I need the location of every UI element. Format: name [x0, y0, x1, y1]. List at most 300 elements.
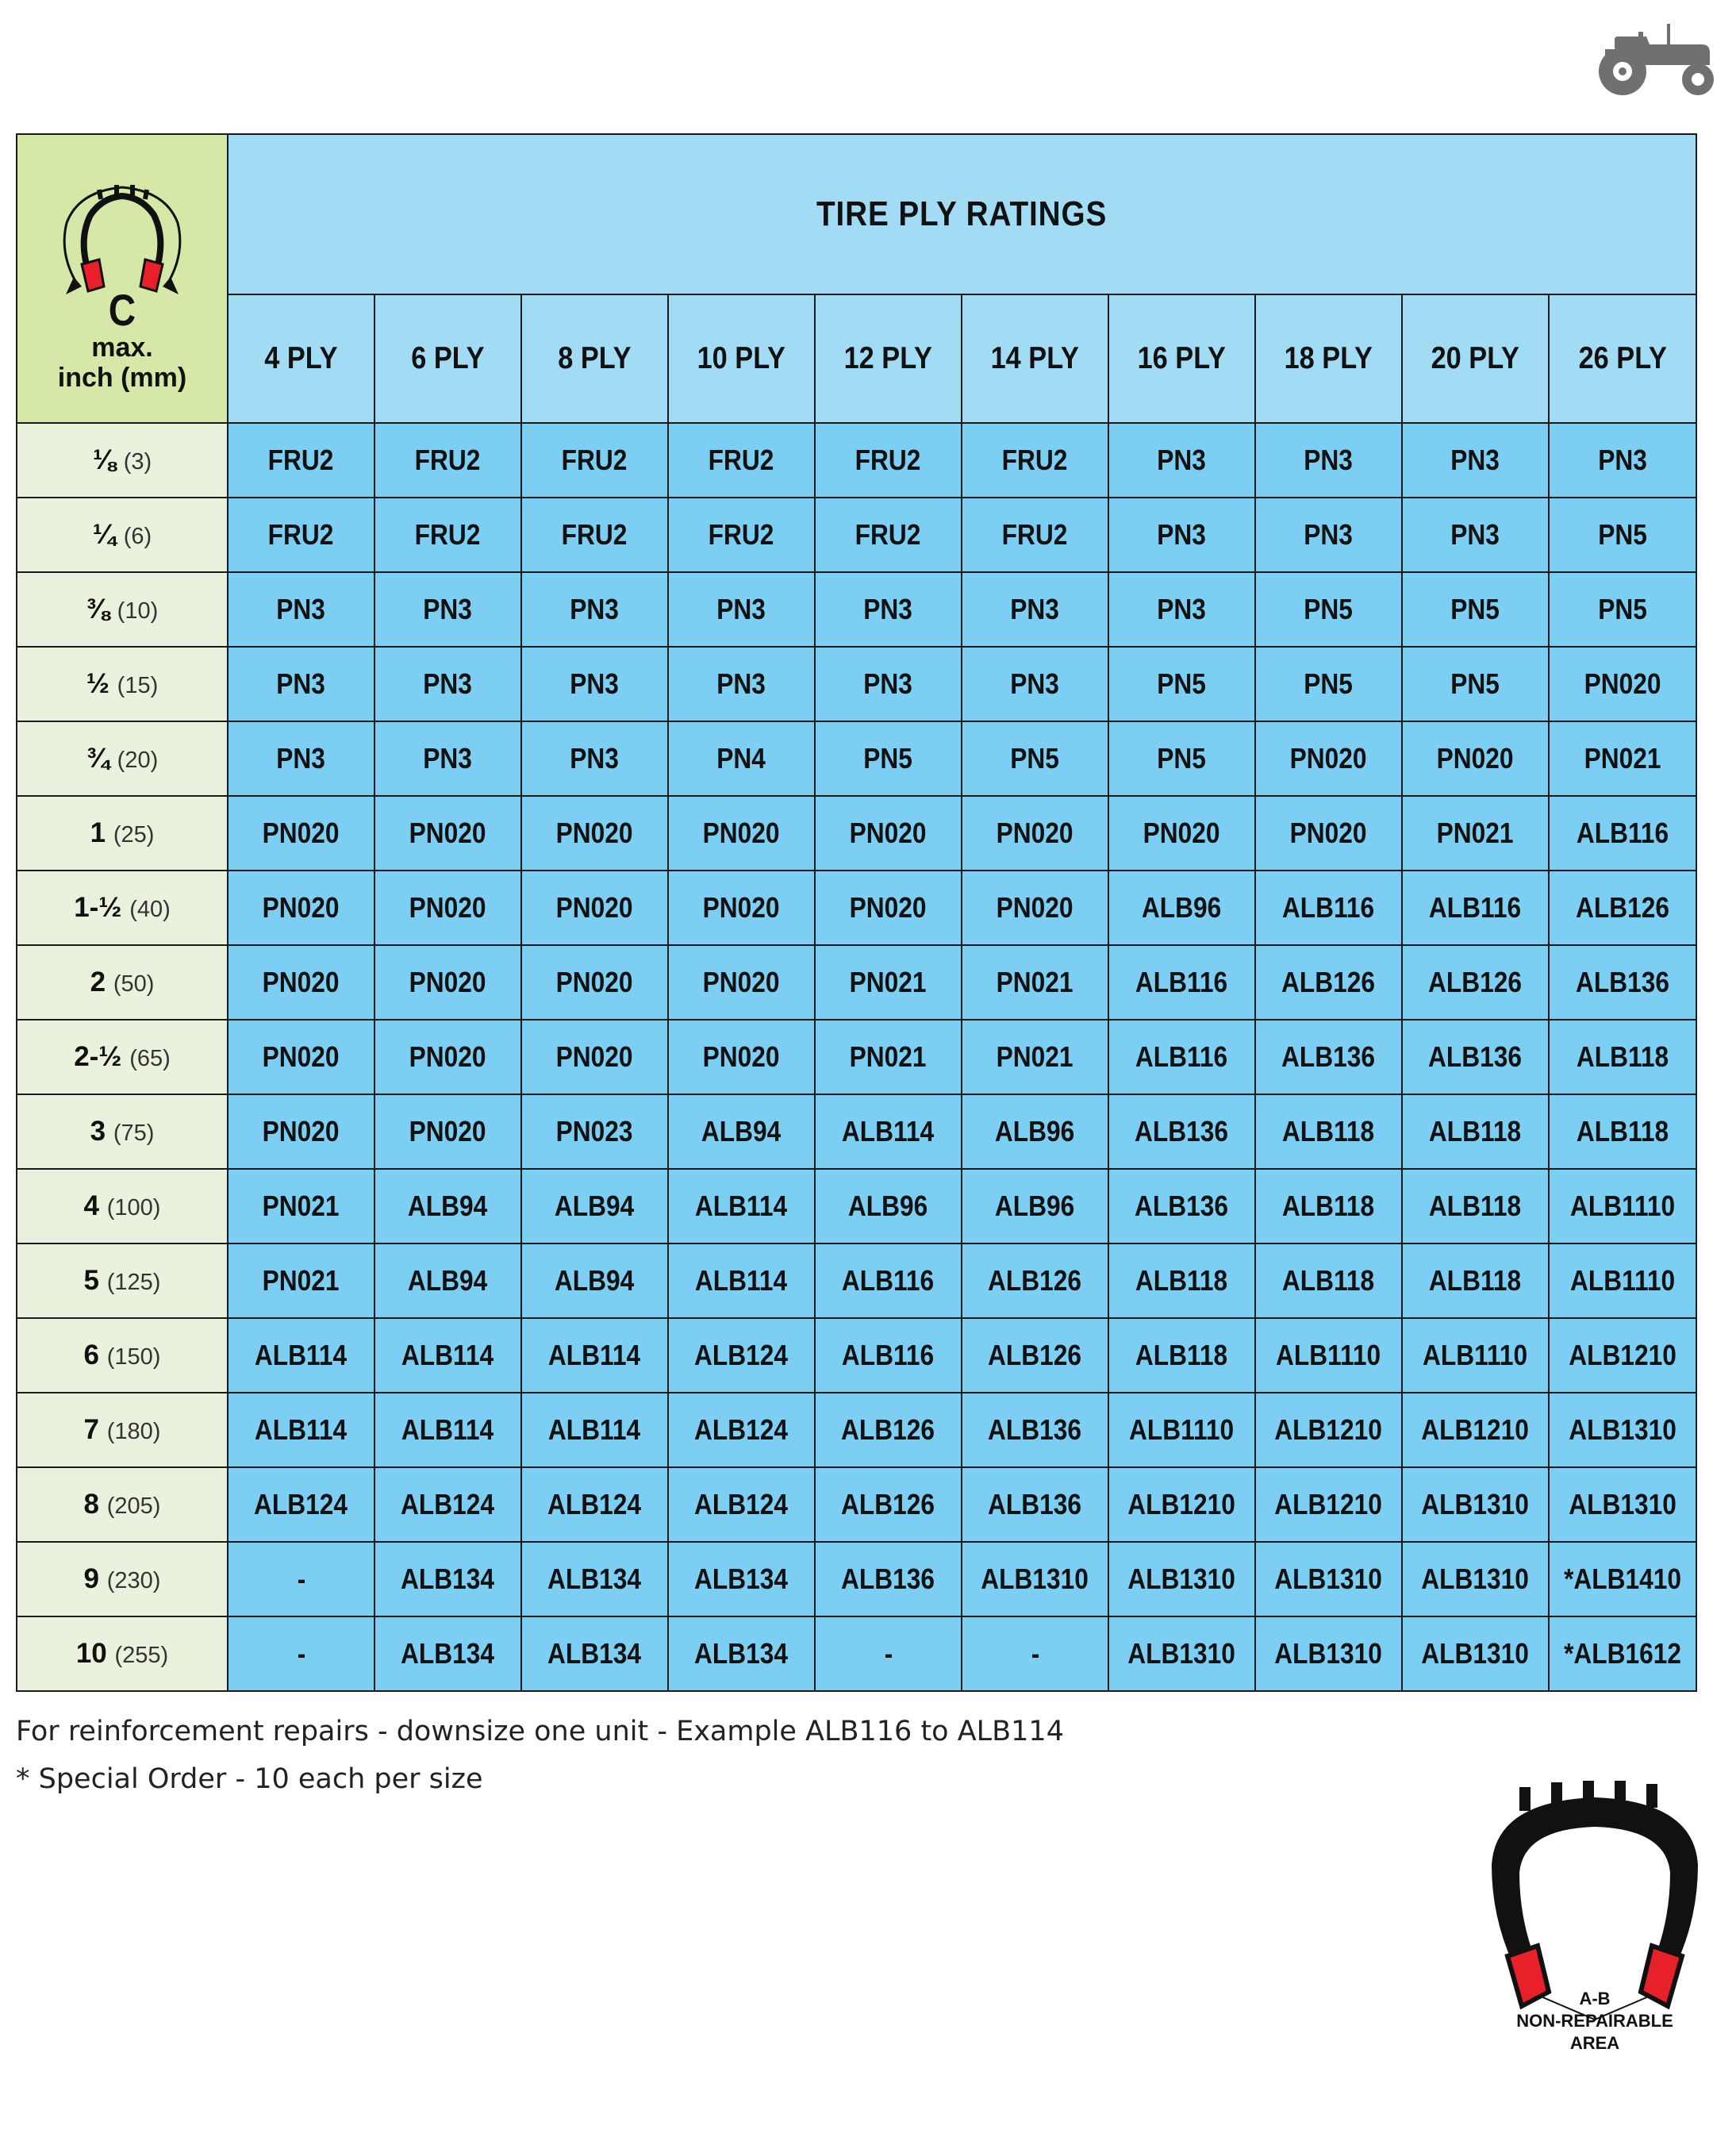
size-mm: (100): [106, 1195, 161, 1220]
patch-code: PN5: [1450, 593, 1500, 625]
patch-code: ALB94: [408, 1264, 488, 1297]
patch-code: PN020: [703, 966, 780, 998]
patch-code: PN021: [263, 1190, 340, 1222]
patch-code: PN3: [570, 742, 620, 775]
patch-code: PN5: [1450, 667, 1500, 700]
patch-cell: [228, 498, 374, 572]
patch-cell: [228, 871, 374, 945]
table-row: [17, 1616, 1696, 1691]
patch-cell: [1402, 1318, 1549, 1393]
patch-code: ALB124: [694, 1413, 789, 1446]
unit-label: inch (mm): [57, 363, 187, 393]
patch-code: PN020: [263, 1040, 340, 1073]
patch-code: PN020: [703, 817, 780, 849]
patch-cell: [228, 1616, 374, 1691]
patch-cell: [1402, 1616, 1549, 1691]
patch-cell: [1255, 1393, 1402, 1467]
patch-cell: [521, 1243, 668, 1318]
patch-cell: [815, 1020, 962, 1094]
size-mm: (50): [113, 971, 155, 997]
patch-cell: [1255, 498, 1402, 572]
patch-code: PN021: [997, 966, 1073, 998]
patch-cell: [1255, 572, 1402, 647]
patch-code: ALB114: [255, 1413, 348, 1446]
patch-code: ALB118: [1135, 1264, 1228, 1297]
patch-code: ALB96: [848, 1190, 928, 1222]
patch-code: ALB118: [1576, 1040, 1669, 1073]
patch-code: PN020: [556, 966, 633, 998]
area-label: AREA: [1569, 2033, 1620, 2053]
patch-code: ALB114: [401, 1413, 494, 1446]
patch-cell: [962, 572, 1108, 647]
table-row: [17, 1542, 1696, 1616]
patch-cell: [1108, 1542, 1255, 1616]
table-title-cell: [228, 134, 1696, 294]
patch-code: PN3: [423, 667, 473, 700]
patch-code: ALB124: [694, 1339, 789, 1371]
patch-cell: [1549, 1243, 1696, 1318]
patch-cell: [228, 572, 374, 647]
patch-code: ALB1310: [1274, 1637, 1383, 1670]
patch-cell: [668, 721, 815, 796]
ply-header-label: 12 PLY: [843, 341, 933, 376]
patch-code: ALB1310: [1569, 1413, 1676, 1446]
patch-code: ALB94: [701, 1115, 782, 1147]
size-cell: [17, 1243, 228, 1318]
patch-code: PN020: [409, 966, 486, 998]
size-inch: 6: [83, 1340, 100, 1370]
patch-code: FRU2: [562, 444, 628, 476]
patch-cell: [1549, 572, 1696, 647]
patch-cell: [668, 796, 815, 871]
patch-code: PN3: [1157, 593, 1207, 625]
patch-code: PN3: [716, 593, 766, 625]
size-cell: [17, 1467, 228, 1542]
patch-code: ALB96: [995, 1190, 1075, 1222]
patch-cell: [228, 1318, 374, 1393]
patch-cell: [374, 796, 521, 871]
size-inch: 2-½: [74, 1041, 122, 1072]
patch-code: ALB124: [694, 1488, 789, 1520]
patch-cell: [521, 1393, 668, 1467]
patch-cell: [668, 1616, 815, 1691]
patch-cell: [962, 1243, 1108, 1318]
size-cell: [17, 1542, 228, 1616]
size-inch: 2: [90, 967, 106, 997]
table-row: [17, 1467, 1696, 1542]
patch-cell: [668, 1169, 815, 1243]
patch-code: ALB96: [1142, 891, 1222, 924]
patch-code: ALB126: [841, 1488, 935, 1520]
patch-cell: [374, 1318, 521, 1393]
patch-cell: [815, 1393, 962, 1467]
size-cell: [17, 647, 228, 721]
patch-code: FRU2: [855, 444, 921, 476]
patch-cell: [1255, 1542, 1402, 1616]
table-row: [17, 1020, 1696, 1094]
patch-cell: [962, 498, 1108, 572]
patch-cell: [374, 1020, 521, 1094]
patch-cell: [1549, 1020, 1696, 1094]
size-inch: 10: [75, 1638, 107, 1669]
patch-cell: [1108, 796, 1255, 871]
patch-cell: [374, 1467, 521, 1542]
patch-cell: [228, 1393, 374, 1467]
patch-code: PN020: [850, 891, 927, 924]
size-mm: (40): [129, 897, 171, 922]
patch-cell: [374, 1169, 521, 1243]
patch-code: PN021: [850, 1040, 927, 1073]
patch-cell: [374, 721, 521, 796]
size-cell: [17, 945, 228, 1020]
patch-cell: [1549, 1094, 1696, 1169]
table-row: [17, 423, 1696, 498]
patch-code: ALB114: [695, 1190, 788, 1222]
patch-code: PN3: [863, 667, 913, 700]
patch-cell: [1108, 498, 1255, 572]
patch-cell: [228, 1094, 374, 1169]
patch-cell: [962, 945, 1108, 1020]
patch-cell: [1402, 1542, 1549, 1616]
patch-code: PN020: [1143, 817, 1220, 849]
size-mm: (15): [117, 673, 159, 698]
patch-cell: [1255, 1318, 1402, 1393]
patch-cell: [1255, 871, 1402, 945]
patch-code: PN023: [556, 1115, 633, 1147]
patch-cell: [668, 572, 815, 647]
c-label: C: [108, 285, 136, 335]
special-order-note: * Special Order - 10 each per size: [16, 1763, 483, 1795]
patch-code: ALB136: [1428, 1040, 1523, 1073]
patch-code: ALB124: [401, 1488, 495, 1520]
patch-cell: [521, 1169, 668, 1243]
patch-code: PN020: [997, 817, 1073, 849]
patch-code: ALB114: [842, 1115, 935, 1147]
patch-cell: [668, 1467, 815, 1542]
ply-header-row: [17, 294, 1696, 423]
patch-cell: [1402, 945, 1549, 1020]
patch-code: FRU2: [268, 444, 334, 476]
ply-header-label: 8 PLY: [558, 341, 632, 376]
patch-code: FRU2: [415, 518, 481, 551]
patch-code: FRU2: [709, 518, 774, 551]
patch-cell: [962, 1169, 1108, 1243]
patch-cell: [374, 1094, 521, 1169]
patch-cell: [668, 647, 815, 721]
patch-code: ALB126: [841, 1413, 935, 1446]
ply-header: [1549, 294, 1696, 423]
patch-code: ALB96: [995, 1115, 1075, 1147]
patch-code: PN5: [1304, 593, 1354, 625]
patch-cell: [1549, 796, 1696, 871]
ply-header: [815, 294, 962, 423]
patch-code: PN3: [276, 667, 326, 700]
patch-code: ALB126: [988, 1264, 1082, 1297]
patch-cell: [815, 1542, 962, 1616]
patch-code: ALB94: [555, 1264, 635, 1297]
patch-code: ALB114: [548, 1339, 641, 1371]
ply-header-label: 10 PLY: [697, 341, 786, 376]
patch-code: PN3: [423, 593, 473, 625]
table-row: [17, 572, 1696, 647]
patch-cell: [815, 796, 962, 871]
size-mm: (3): [123, 449, 152, 475]
ply-header: [668, 294, 815, 423]
size-mm: (65): [129, 1046, 171, 1071]
table-row: [17, 721, 1696, 796]
patch-cell: [815, 1318, 962, 1393]
size-cell: [17, 498, 228, 572]
size-mm: (230): [106, 1568, 161, 1593]
size-mm: (205): [106, 1493, 161, 1519]
patch-code: PN020: [997, 891, 1073, 924]
table-title: TIRE PLY RATINGS: [816, 194, 1108, 234]
patch-cell: [1402, 1467, 1549, 1542]
patch-code: -: [297, 1563, 305, 1595]
patch-cell: [815, 945, 962, 1020]
patch-code: PN3: [1010, 593, 1060, 625]
patch-code: ALB1210: [1421, 1413, 1530, 1446]
patch-cell: [962, 721, 1108, 796]
patch-code: ALB136: [1135, 1115, 1229, 1147]
patch-code: PN020: [263, 1115, 340, 1147]
patch-cell: [1549, 1393, 1696, 1467]
patch-code: ALB124: [547, 1488, 642, 1520]
ply-header-label: 16 PLY: [1137, 341, 1227, 376]
patch-cell: [962, 1318, 1108, 1393]
patch-code: PN3: [1598, 444, 1647, 476]
patch-code: ALB126: [988, 1339, 1082, 1371]
size-mm: (180): [106, 1419, 161, 1444]
patch-cell: [1402, 1243, 1549, 1318]
patch-code: ALB126: [1576, 891, 1670, 924]
patch-code: ALB134: [694, 1637, 789, 1670]
patch-cell: [962, 647, 1108, 721]
patch-cell: [1402, 498, 1549, 572]
patch-code: ALB114: [255, 1339, 348, 1371]
patch-cell: [374, 945, 521, 1020]
patch-cell: [228, 721, 374, 796]
patch-cell: [1402, 423, 1549, 498]
patch-cell: [1549, 498, 1696, 572]
patch-cell: [1549, 721, 1696, 796]
patch-code: ALB114: [548, 1413, 641, 1446]
patch-cell: [1549, 423, 1696, 498]
patch-cell: [1549, 1467, 1696, 1542]
patch-code: PN3: [716, 667, 766, 700]
patch-code: PN020: [703, 891, 780, 924]
size-inch: ½: [86, 668, 109, 699]
patch-cell: [1108, 721, 1255, 796]
patch-code: PN020: [409, 1115, 486, 1147]
patch-code: PN3: [276, 742, 326, 775]
patch-cell: [1108, 871, 1255, 945]
patch-cell: [815, 423, 962, 498]
patch-code: ALB118: [1282, 1264, 1375, 1297]
patch-code: ALB116: [1282, 891, 1375, 924]
size-mm: (75): [113, 1120, 155, 1146]
patch-cell: [962, 1020, 1108, 1094]
footnotes: [16, 1708, 1064, 1803]
size-inch: ¼: [92, 519, 116, 550]
patch-code: PN5: [1157, 667, 1207, 700]
patch-code: PN020: [1290, 817, 1367, 849]
patch-cell: [668, 945, 815, 1020]
patch-code: ALB1110: [1569, 1264, 1676, 1297]
patch-code: PN020: [263, 817, 340, 849]
patch-cell: [962, 871, 1108, 945]
patch-cell: [1549, 871, 1696, 945]
patch-code: ALB118: [1135, 1339, 1228, 1371]
patch-cell: [374, 1393, 521, 1467]
table-row: [17, 796, 1696, 871]
patch-code: ALB1210: [1127, 1488, 1236, 1520]
patch-cell: [1108, 1467, 1255, 1542]
patch-cell: [521, 1318, 668, 1393]
patch-code: ALB116: [1429, 891, 1522, 924]
table-row: [17, 1318, 1696, 1393]
size-mm: (150): [106, 1344, 161, 1370]
patch-code: ALB1110: [1569, 1190, 1676, 1222]
patch-code: ALB116: [1576, 817, 1669, 849]
size-mm: (20): [117, 748, 159, 773]
non-repairable-label: NON-REPAIRABLE: [1516, 2011, 1673, 2031]
size-mm: (125): [106, 1270, 161, 1295]
patch-cell: [374, 423, 521, 498]
patch-cell: [521, 1094, 668, 1169]
patch-code: ALB118: [1282, 1190, 1375, 1222]
patch-code: -: [884, 1637, 893, 1670]
patch-cell: [815, 721, 962, 796]
patch-cell: [962, 1393, 1108, 1467]
patch-code: ALB134: [401, 1563, 495, 1595]
table-row: [17, 498, 1696, 572]
patch-cell: [962, 423, 1108, 498]
size-inch: 7: [83, 1414, 100, 1445]
patch-code: ALB1210: [1274, 1413, 1383, 1446]
size-cell: [17, 572, 228, 647]
patch-cell: [668, 1020, 815, 1094]
size-inch: 4: [83, 1190, 100, 1221]
patch-cell: [668, 1243, 815, 1318]
ply-header-label: 26 PLY: [1578, 341, 1667, 376]
table-row: [17, 1243, 1696, 1318]
size-inch: 5: [83, 1265, 100, 1296]
patch-cell: [815, 871, 962, 945]
patch-code: FRU2: [709, 444, 774, 476]
patch-code: PN3: [1304, 518, 1354, 551]
patch-code: ALB116: [842, 1339, 935, 1371]
ply-header-label: 4 PLY: [264, 341, 338, 376]
patch-code: PN3: [1450, 518, 1500, 551]
size-mm: (6): [123, 524, 152, 549]
patch-cell: [815, 647, 962, 721]
patch-cell: [1108, 1169, 1255, 1243]
size-cell: [17, 1020, 228, 1094]
size-inch: 3: [90, 1116, 106, 1147]
patch-cell: [815, 1467, 962, 1542]
patch-cell: [1108, 423, 1255, 498]
patch-code: ALB136: [988, 1488, 1082, 1520]
table-row: [17, 1393, 1696, 1467]
patch-cell: [1402, 1020, 1549, 1094]
patch-cell: [1402, 721, 1549, 796]
ply-header-label: 14 PLY: [990, 341, 1080, 376]
patch-code: PN3: [570, 593, 620, 625]
patch-cell: [521, 1616, 668, 1691]
max-label: max.: [91, 332, 153, 363]
patch-code: ALB1310: [1421, 1637, 1530, 1670]
ply-rating-table: [16, 133, 1697, 1692]
patch-code: ALB1310: [1421, 1563, 1530, 1595]
table-row: [17, 647, 1696, 721]
patch-code: PN020: [1584, 667, 1661, 700]
patch-cell: [521, 796, 668, 871]
patch-code: ALB118: [1282, 1115, 1375, 1147]
patch-code: ALB1310: [1421, 1488, 1530, 1520]
patch-cell: [228, 1243, 374, 1318]
patch-code: ALB1210: [1569, 1339, 1676, 1371]
patch-code: PN021: [997, 1040, 1073, 1073]
patch-cell: [228, 796, 374, 871]
patch-code: ALB1110: [1129, 1413, 1235, 1446]
patch-cell: [1255, 1616, 1402, 1691]
patch-cell: [374, 1243, 521, 1318]
size-inch: 1: [90, 817, 106, 848]
size-cell: [17, 1616, 228, 1691]
patch-cell: [1255, 647, 1402, 721]
patch-cell: [1402, 796, 1549, 871]
patch-cell: [1549, 1616, 1696, 1691]
patch-code: PN3: [570, 667, 620, 700]
size-inch: ⅛: [92, 444, 116, 475]
patch-cell: [962, 1467, 1108, 1542]
patch-code: -: [297, 1637, 305, 1670]
patch-cell: [1108, 945, 1255, 1020]
patch-code: PN5: [863, 742, 913, 775]
tractor-icon: [1591, 16, 1722, 99]
patch-cell: [521, 945, 668, 1020]
patch-cell: [668, 1542, 815, 1616]
patch-cell: [1108, 1616, 1255, 1691]
patch-cell: [228, 1169, 374, 1243]
patch-code: ALB114: [401, 1339, 494, 1371]
patch-code: PN020: [556, 891, 633, 924]
patch-cell: [1255, 796, 1402, 871]
patch-cell: [521, 871, 668, 945]
ply-header-label: 18 PLY: [1284, 341, 1373, 376]
patch-code: ALB116: [842, 1264, 935, 1297]
size-inch: 8: [83, 1489, 100, 1520]
patch-cell: [228, 647, 374, 721]
patch-cell: [815, 1169, 962, 1243]
size-cell: [17, 721, 228, 796]
patch-code: ALB124: [254, 1488, 348, 1520]
patch-code: PN021: [850, 966, 927, 998]
reinforcement-note: For reinforcement repairs - downsize one unit - Example ALB116 to ALB114: [16, 1716, 1064, 1747]
patch-code: FRU2: [268, 518, 334, 551]
patch-cell: [374, 871, 521, 945]
ply-header: [228, 294, 374, 423]
patch-code: PN5: [1304, 667, 1354, 700]
patch-code: PN020: [409, 1040, 486, 1073]
size-cell: [17, 1318, 228, 1393]
patch-cell: [1402, 647, 1549, 721]
patch-cell: [1108, 572, 1255, 647]
patch-cell: [1549, 1318, 1696, 1393]
size-cell: [17, 1393, 228, 1467]
patch-code: PN5: [1598, 518, 1647, 551]
